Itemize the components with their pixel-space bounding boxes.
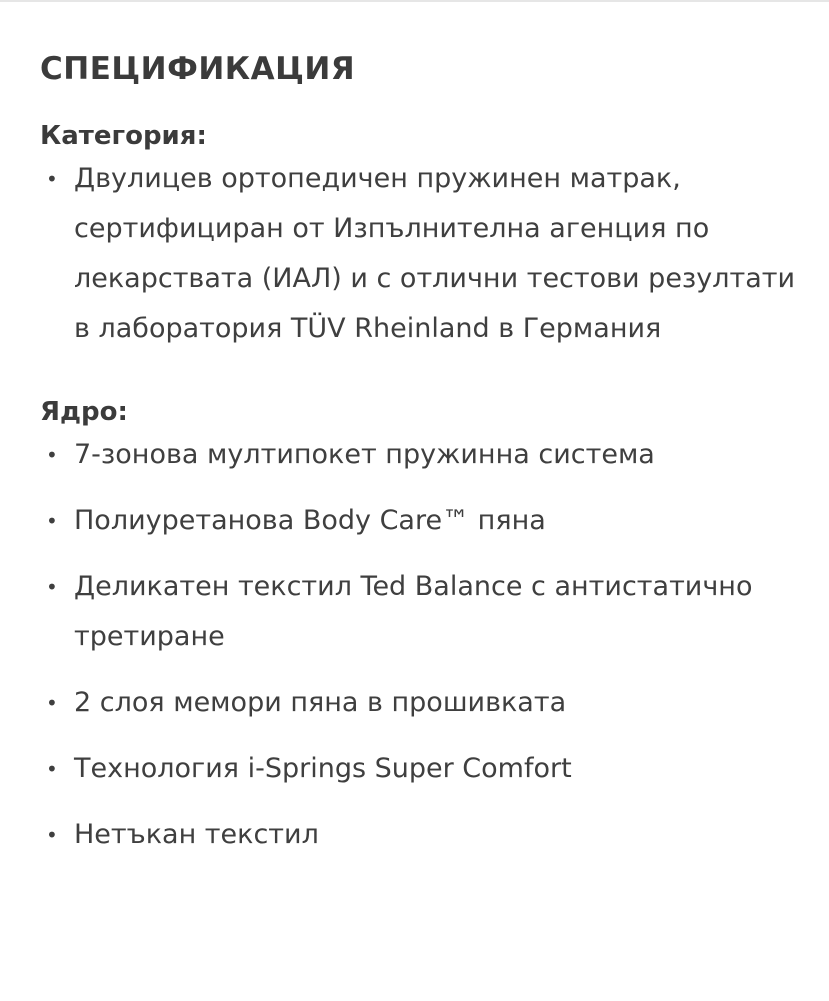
bullet-icon: •	[46, 823, 58, 847]
specification-section	[40, 48, 800, 860]
category-list	[40, 154, 800, 354]
list-item	[40, 744, 800, 794]
top-divider	[0, 0, 829, 2]
page-title: СПЕЦИФИКАЦИЯ	[40, 51, 356, 87]
bullet-icon: •	[46, 443, 58, 467]
bullet-icon: •	[46, 167, 58, 191]
bullet-icon: •	[46, 757, 58, 781]
core-list	[40, 430, 800, 860]
list-item-text: Технология i-Springs Super Comfort	[74, 753, 572, 784]
bullet-icon: •	[46, 509, 58, 533]
list-item-text: Деликатен текстил Ted Balance с антистатично третиране	[74, 571, 753, 652]
list-item-text: 2 слоя мемори пяна в прошивката	[74, 687, 567, 718]
core-heading: Ядро:	[40, 397, 128, 427]
list-item	[40, 678, 800, 728]
list-item	[40, 430, 800, 480]
list-item	[40, 562, 800, 662]
bullet-icon: •	[46, 691, 58, 715]
bullet-icon: •	[46, 575, 58, 599]
list-item	[40, 154, 800, 354]
list-item-text: 7-зонова мултипокет пружинна система	[74, 439, 655, 470]
list-item	[40, 496, 800, 546]
list-item	[40, 810, 800, 860]
list-item-text: Полиуретанова Body Care™ пяна	[74, 505, 546, 536]
category-heading: Категория:	[40, 121, 207, 151]
list-item-text: Двулицев ортопедичен пружинен матрак, сертифициран от Изпълнителна агенция по лекарствата (ИАЛ) и с отлични тестови резултати в лаборатория TÜV Rheinland в Германия	[74, 163, 796, 344]
list-item-text: Нетъкан текстил	[74, 819, 319, 850]
